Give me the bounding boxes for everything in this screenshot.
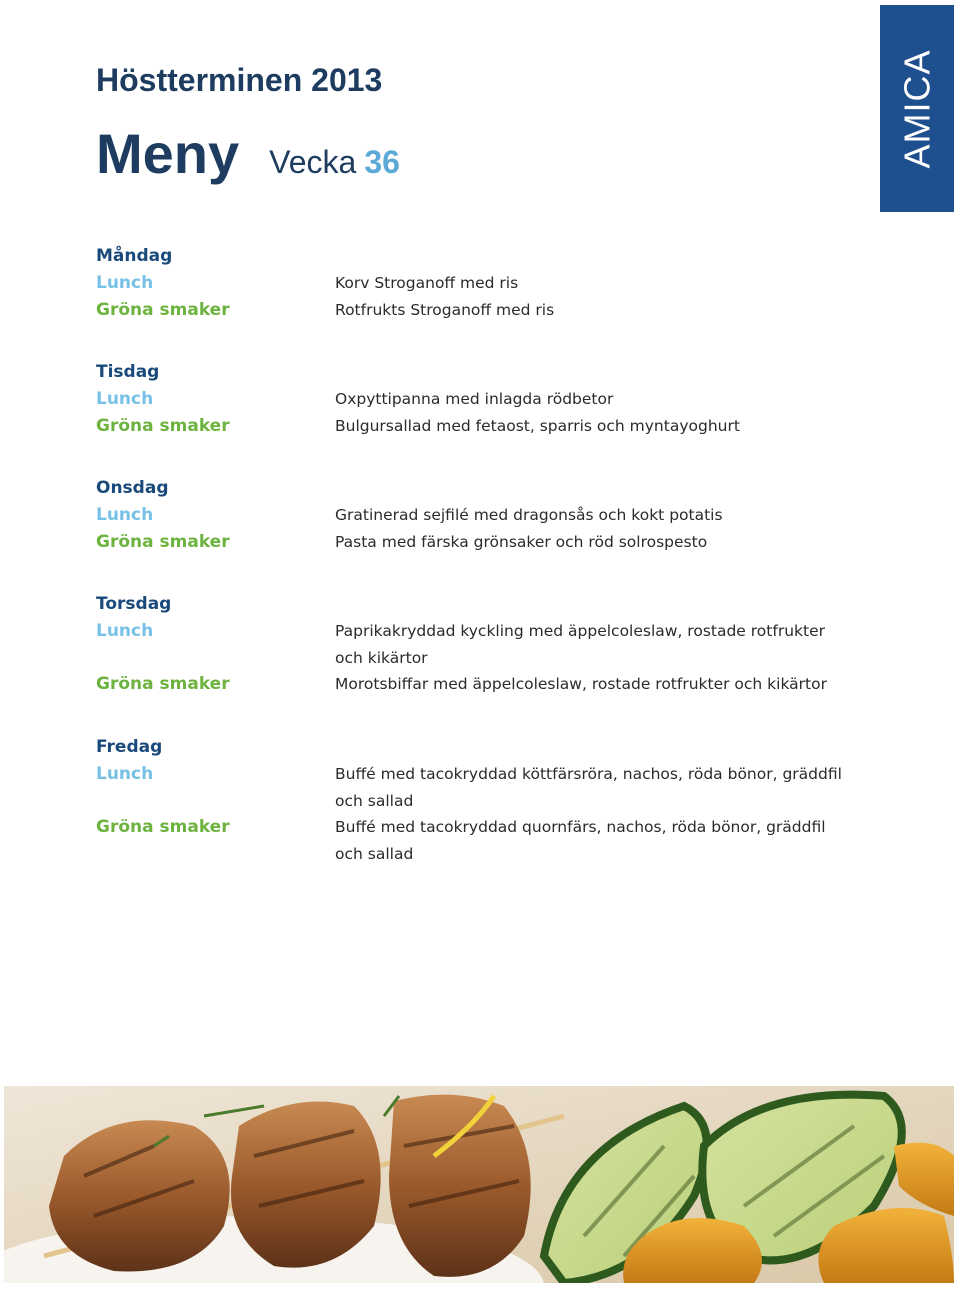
green-row (96, 413, 856, 440)
page-title: Meny (96, 122, 240, 185)
lunch-row (96, 270, 856, 297)
green-dish: Morotsbiffar med äppelcoleslaw, rostade rotfrukter och kikärtor (335, 675, 827, 694)
day-monday (96, 243, 856, 323)
green-dish: Pasta med färska grönsaker och röd solrospesto (335, 532, 708, 551)
lunch-label: Lunch (96, 505, 154, 525)
green-dish: Rotfrukts Stroganoff med ris (335, 300, 555, 319)
day-tuesday (96, 359, 856, 439)
lunch-dish: Paprikakryddad kyckling med äppelcoleslaw, rostade rotfrukter och kikärtor (335, 622, 825, 667)
lunch-row (96, 386, 856, 413)
lunch-row (96, 761, 856, 814)
food-illustration (4, 1086, 954, 1283)
lunch-dish: Gratinerad sejfilé med dragonsås och kokt potatis (335, 506, 723, 524)
brand-name: AMICA (896, 48, 938, 169)
lunch-row (96, 618, 856, 671)
week-number: 36 (364, 144, 400, 180)
green-row (96, 814, 856, 867)
page-heading (96, 122, 400, 185)
lunch-dish: Oxpyttipanna med inlagda rödbetor (335, 390, 614, 408)
week-label-group (269, 144, 400, 181)
green-label: Gröna smaker (96, 415, 230, 436)
day-name: Tisdag (96, 362, 160, 382)
day-thursday (96, 591, 856, 698)
green-label: Gröna smaker (96, 817, 230, 838)
day-name: Måndag (96, 246, 173, 266)
lunch-label: Lunch (96, 389, 154, 409)
green-dish: Bulgursallad med fetaost, sparris och myntayoghurt (335, 416, 740, 435)
green-row (96, 529, 856, 556)
food-photo (4, 1086, 954, 1283)
green-label: Gröna smaker (96, 299, 230, 320)
lunch-label: Lunch (96, 273, 154, 293)
lunch-dish: Buffé med tacokryddad köttfärsröra, nachos, röda bönor, gräddfil och sallad (335, 765, 842, 810)
day-name: Torsdag (96, 594, 172, 614)
green-row (96, 297, 856, 324)
day-name: Fredag (96, 737, 163, 757)
day-friday (96, 734, 856, 867)
green-row (96, 671, 856, 698)
day-name: Onsdag (96, 478, 169, 498)
green-label: Gröna smaker (96, 674, 230, 695)
green-label: Gröna smaker (96, 531, 230, 552)
week-label: Vecka (269, 144, 357, 180)
term-title: Höstterminen 2013 (96, 62, 383, 98)
brand-logo (880, 5, 954, 212)
lunch-label: Lunch (96, 621, 154, 641)
green-dish: Buffé med tacokryddad quornfärs, nachos, röda bönor, gräddfil och sallad (335, 818, 826, 863)
lunch-label: Lunch (96, 764, 154, 784)
lunch-row (96, 502, 856, 529)
lunch-dish: Korv Stroganoff med ris (335, 274, 519, 292)
day-wednesday (96, 475, 856, 555)
